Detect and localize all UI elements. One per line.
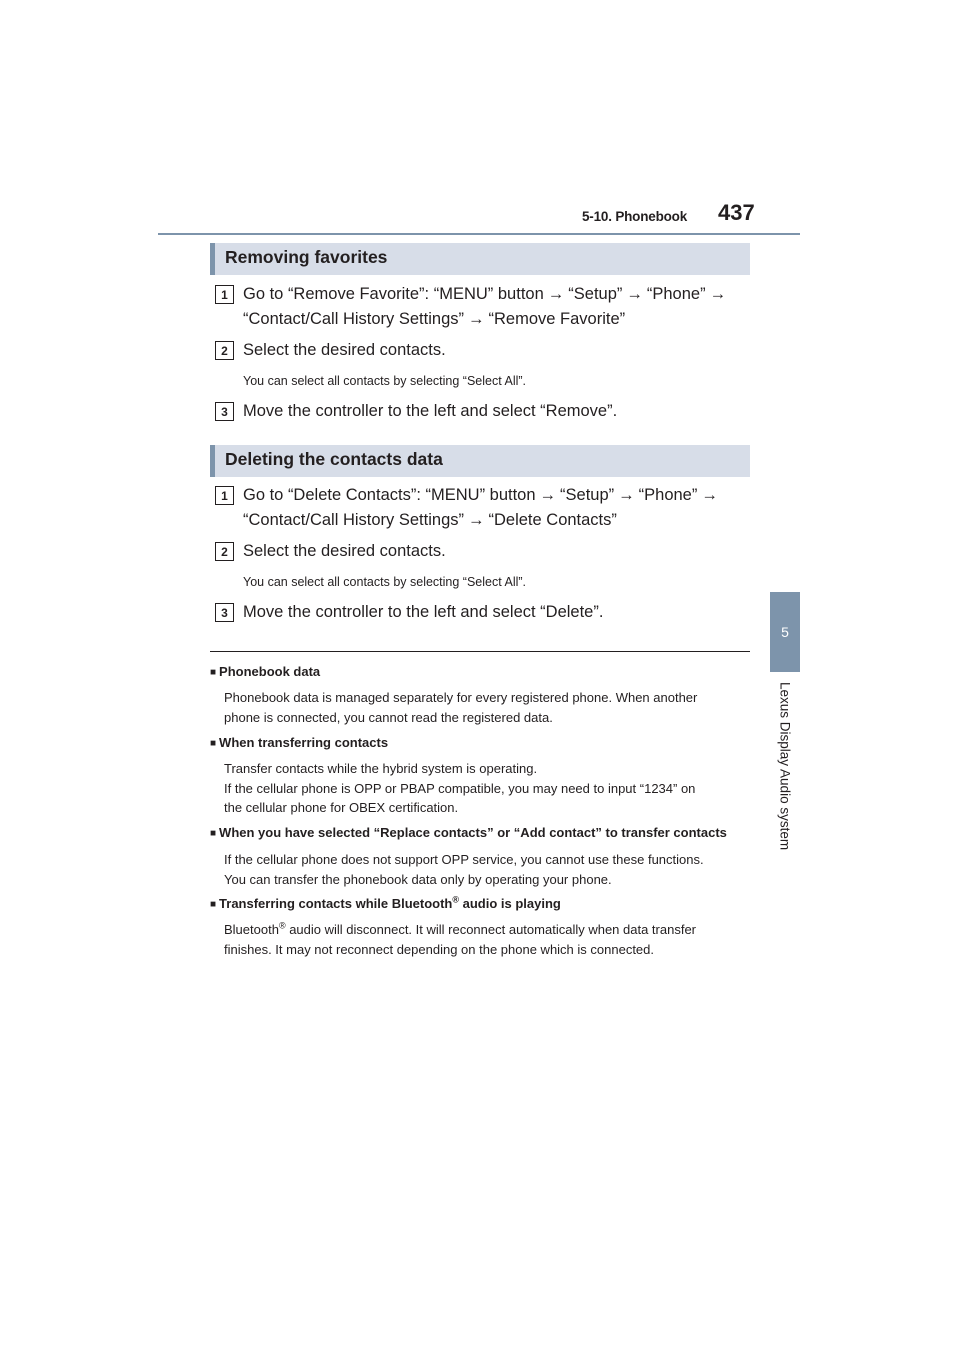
- section-heading-bar: [210, 243, 750, 275]
- section-title: Removing favorites: [225, 247, 388, 267]
- step-note: You can select all contacts by selecting “Select All”.: [243, 374, 527, 388]
- section-title: Deleting the contacts data: [225, 449, 443, 469]
- chapter-title-vertical: [770, 672, 800, 860]
- chapter-tab[interactable]: [770, 592, 800, 672]
- arrow-icon: →: [701, 486, 718, 504]
- arrow-icon: →: [539, 486, 557, 504]
- step-text: Move the controller to the left and select “Remove”.: [243, 402, 618, 420]
- note-heading: ■ Transferring contacts while Bluetooth® audio is playing: [210, 894, 561, 911]
- note-heading: ■ When transferring contacts: [210, 735, 389, 750]
- header-divider: [158, 233, 800, 235]
- bullet-square-icon: ■: [210, 899, 217, 910]
- step-number: 3: [215, 603, 234, 622]
- bullet-square-icon: ■: [210, 667, 217, 678]
- step-text: Select the desired contacts.: [243, 341, 446, 359]
- step-number: 2: [215, 542, 234, 561]
- chapter-number: 5: [781, 624, 789, 640]
- note-heading: ■ When you have selected “Replace contacts” or “Add contact” to transfer contacts: [210, 825, 727, 840]
- arrow-icon: →: [468, 511, 485, 529]
- note-body: Phonebook data is managed separately for every registered phone. When another phone is connected, you cannot read the registered data.: [224, 690, 698, 725]
- notes-divider: [210, 651, 750, 652]
- step-number: 2: [215, 341, 234, 360]
- note-heading: ■ Phonebook data: [210, 664, 321, 679]
- arrow-icon: →: [618, 486, 635, 504]
- step-text: Select the desired contacts.: [243, 542, 446, 560]
- step-text: Go to “Remove Favorite”: “MENU” button → “Setup” → “Phone” → “Contact/Call History Settings” → “Remove Favorite”: [243, 282, 763, 332]
- bullet-square-icon: ■: [210, 738, 217, 749]
- registered-mark: ®: [278, 920, 286, 931]
- step-text: Move the controller to the left and select “Delete”.: [243, 603, 604, 621]
- step-number: 1: [215, 486, 234, 505]
- note-body: If the cellular phone does not support OPP service, you cannot use these functions. You can transfer the phonebook data only by operating your phone.: [224, 852, 704, 887]
- note-body: Transfer contacts while the hybrid system is operating. If the cellular phone is OPP or PBAP compatible, you may need to input “1234” on the cellular phone for OBEX certification.: [224, 761, 696, 815]
- arrow-icon: →: [468, 310, 485, 328]
- step-text: Go to “Delete Contacts”: “MENU” button → “Setup” → “Phone” → “Contact/Call History Settings” → “Delete Contacts”: [243, 483, 763, 533]
- bullet-square-icon: ■: [210, 828, 217, 839]
- step-number: 3: [215, 402, 234, 421]
- step-note: You can select all contacts by selecting “Select All”.: [243, 575, 527, 589]
- step-number: 1: [215, 285, 234, 304]
- arrow-icon: →: [709, 285, 727, 303]
- registered-mark: ®: [452, 894, 459, 905]
- chapter-title: Lexus Display Audio system: [777, 681, 793, 851]
- note-body: Bluetooth® audio will disconnect. It will reconnect automatically when data transfer finishes. It may not reconnect depending on the phone which is connected.: [224, 920, 697, 957]
- arrow-icon: →: [547, 285, 565, 303]
- page-number: 437: [718, 200, 755, 225]
- section-heading-bar: [210, 445, 750, 477]
- running-header-section: 5-10. Phonebook: [582, 209, 688, 224]
- arrow-icon: →: [626, 285, 643, 303]
